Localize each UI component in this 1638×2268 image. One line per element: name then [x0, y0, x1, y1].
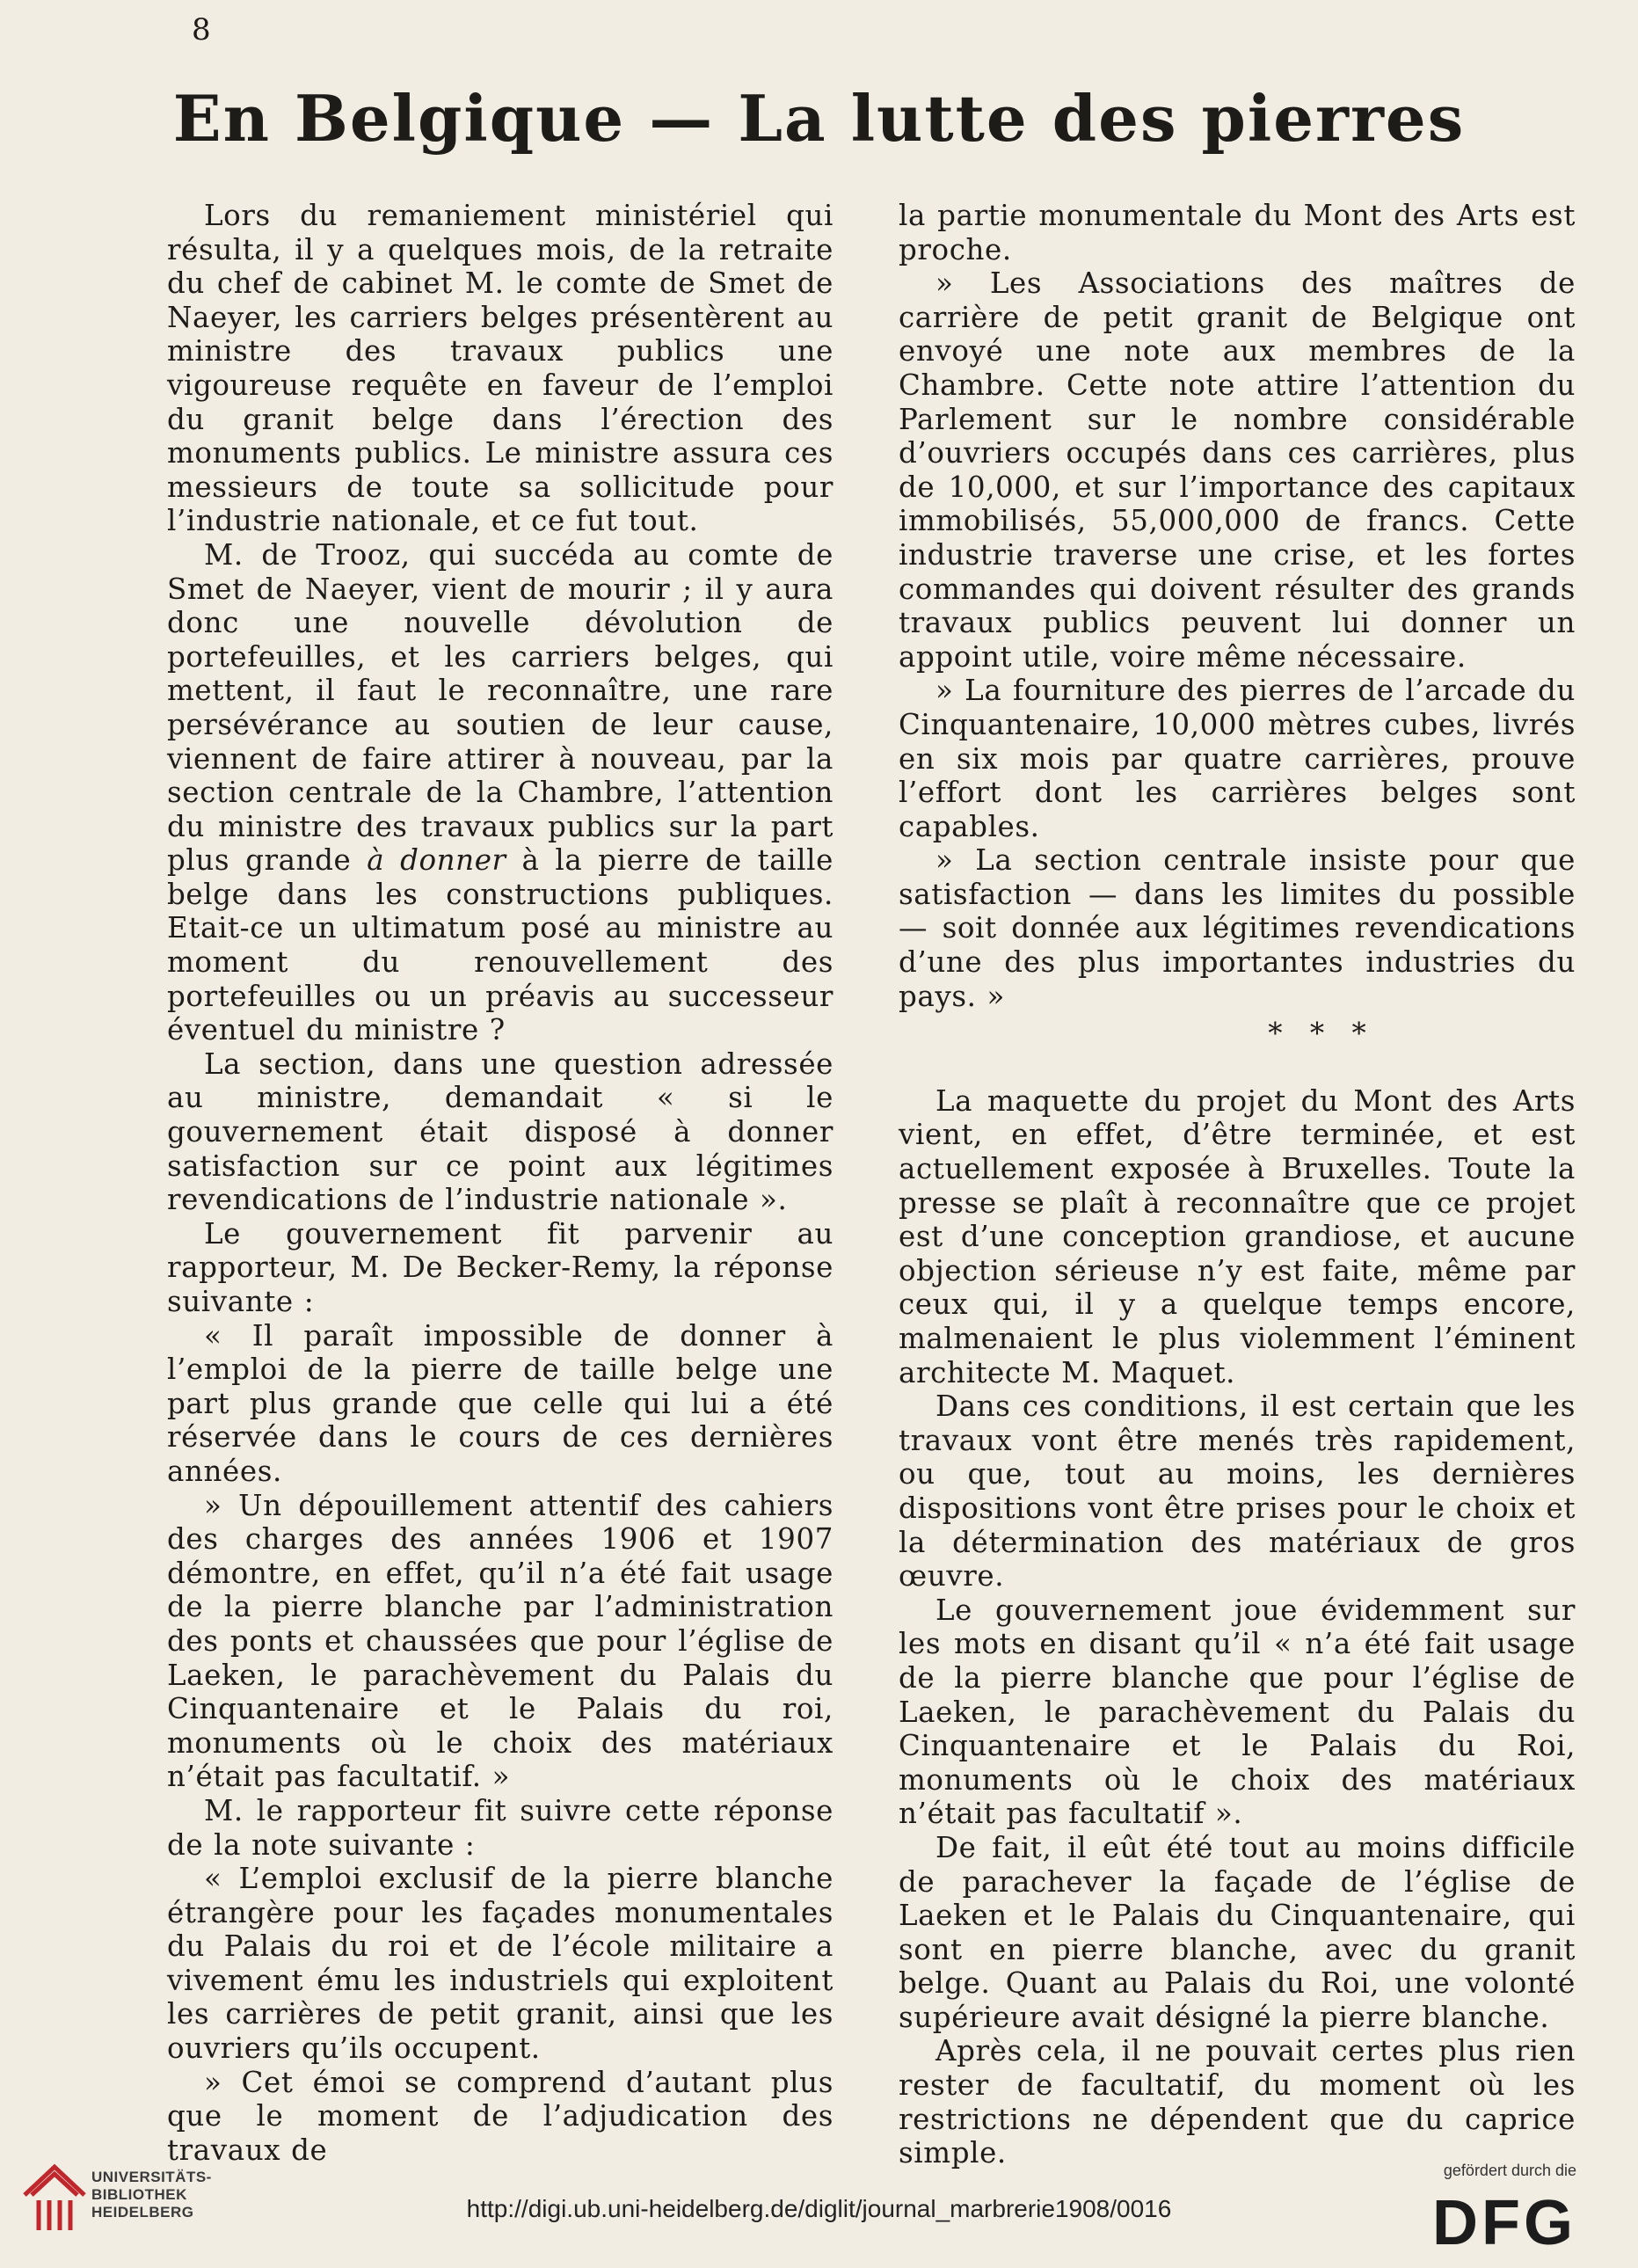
paragraph: « L’emploi exclusif de la pierre blanche étrangère pour les façades monumentales du Palais du roi et de l’école militaire a vivement ému les industriels qui exploitent les carrières de petit granit, ainsi que les ouvriers qu’ils occupent.	[167, 1862, 834, 2066]
paragraph: Lors du remaniement ministériel qui résulta, il y a quelques mois, de la retraite du chef de cabinet M. le comte de Smet de Naeyer, les carriers belges présentèrent au ministre des travaux publics une vigoureuse requête en faveur de l’emploi du granit belge dans l’érection des monuments publics. Le ministre assura ces messieurs de toute sa sollicitude pour l’industrie nationale, et ce fut tout.	[167, 199, 834, 538]
footer	[0, 2146, 1638, 2268]
page-number: 8	[192, 12, 211, 47]
paragraph: Après cela, il ne pouvait certes plus rien rester de facultatif, du moment où les restrictions ne dépendent que du caprice simple.	[899, 2034, 1576, 2170]
paragraph: » La fourniture des pierres de l’arcade du Cinquantenaire, 10,000 mètres cubes, livrés en six mois par quatre carrières, prouve l’effort dont les carrières belges sont capables.	[899, 674, 1576, 843]
paragraph	[167, 538, 834, 1047]
paragraph: La section, dans une question adressée au ministre, demandait « si le gouvernement était disposé à donner satisfaction sur ce point aux légitimes revendications de l’industrie nationale ».	[167, 1046, 834, 1217]
right-column	[899, 199, 1576, 2170]
paragraph-text: à la pierre de taille belge dans les constructions publiques. Etait-ce un ultimatum posé au ministre au moment du renouvellement des portefeuilles ou un préavis au successeur éventuel du ministre ?	[167, 843, 834, 1047]
emphasis-text: à donner	[367, 843, 506, 878]
paragraph: Le gouvernement fit parvenir au rapporteur, M. De Becker-Remy, la réponse suivante :	[167, 1216, 834, 1318]
paragraph-text: M. de Trooz, qui succéda au comte de Smet de Naeyer, vient de mourir ; il y aura donc une nouvelle dévolution de portefeuilles, et les carriers belges, qui mettent, il faut le reconnaître, une rare persévérance au soutien de leur cause, viennent de faire attirer à nouveau, par la section centrale de la Chambre, l’attention du ministre des travaux publics sur la part plus grande	[167, 537, 834, 878]
paragraph: De fait, il eût été tout au moins difficile de parachever la façade de l’église de Laeken et le Palais du Cinquantenaire, qui sont en pierre blanche, avec du granit belge. Quant au Palais du Roi, une volonté supérieure avait désigné la pierre blanche.	[899, 1830, 1576, 2034]
paragraph: Le gouvernement joue évidemment sur les mots en disant qu’il « n’a été fait usage de la pierre blanche que pour l’église de Laeken, le parachèvement du Palais du Cinquantenaire et le Palais du Roi, monuments où le choix des matériaux n’était pas facultatif ».	[899, 1593, 1576, 1831]
funded-by-text: gefördert durch die	[1443, 2162, 1576, 2179]
dfg-logo: DFG	[1432, 2188, 1576, 2258]
paragraph: Dans ces conditions, il est certain que les travaux vont être menés très rapidement, ou que, tout au moins, les dernières dispositions vont être prises pour le choix et la détermination des matériaux de gros œuvre.	[899, 1389, 1576, 1593]
left-column	[167, 199, 834, 2167]
source-url-link[interactable]: http://digi.ub.uni-heidelberg.de/diglit/journal_marbrerie1908/0016	[466, 2195, 1172, 2222]
article-title: En Belgique — La lutte des pierres	[172, 81, 1466, 156]
section-separator: * * *	[1268, 1017, 1375, 1051]
paragraph: » La section centrale insiste pour que satisfaction — dans les limites du possible — soit donnée aux légitimes revendications d’une des plus importantes industries du pays. »	[899, 843, 1576, 1013]
paragraph: » Les Associations des maîtres de carrière de petit granit de Belgique ont envoyé une note aux membres de la Chambre. Cette note attire l’attention du Parlement sur le nombre considérable d’ouvriers occupés dans ces carrières, plus de 10,000, et sur l’importance des capitaux immobilisés, 55,000,000 de francs. Cette industrie traverse une crise, et les fortes commandes qui doivent résulter des grands travaux publics peuvent lui donner un appoint utile, voire même nécessaire.	[899, 266, 1576, 674]
paragraph: M. le rapporteur fit suivre cette réponse de la note suivante :	[167, 1793, 834, 1862]
paragraph: La maquette du projet du Mont des Arts vient, en effet, d’être terminée, et est actuellement exposée à Bruxelles. Toute la presse se plaît à reconnaître que ce projet est d’une conception grandiose, et aucune objection sérieuse n’y est faite, même par ceux qui, il y a quelque temps encore, malmenaient le plus violemment l’éminent architecte M. Maquet.	[899, 1083, 1576, 1389]
paragraph: » Cet émoi se comprend d’autant plus que le moment de l’adjudication des travaux de	[167, 2065, 834, 2167]
paragraph: « Il paraît impossible de donner à l’emploi de la pierre de taille belge une part plus grande que celle qui lui a été réservée dans le cours de ces dernières années.	[167, 1318, 834, 1488]
paragraph: la partie monumentale du Mont des Arts est proche.	[899, 199, 1576, 266]
paragraph: » Un dépouillement attentif des cahiers des charges des années 1906 et 1907 démontre, en effet, qu’il n’a été fait usage de la pierre blanche par l’administration des ponts et chaussées que pour l’église de Laeken, le parachèvement du Palais du Cinquantenaire et le Palais du roi, monuments où le choix des matériaux n’était pas facultatif. »	[167, 1488, 834, 1794]
library-name: UNIVERSITÄTS- BIBLIOTHEK HEIDELBERG	[91, 2169, 212, 2221]
